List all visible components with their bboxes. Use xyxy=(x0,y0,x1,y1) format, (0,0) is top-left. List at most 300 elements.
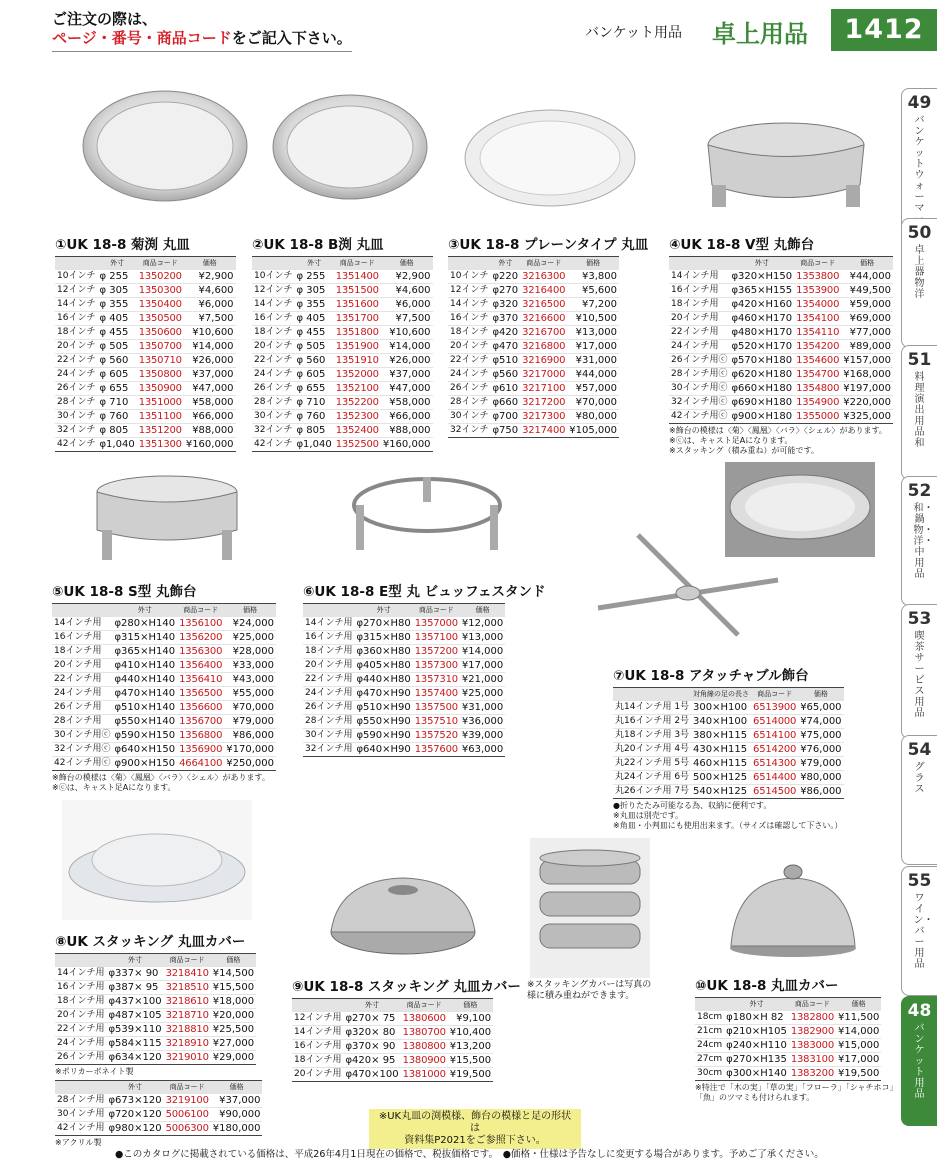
size-label: 18cm xyxy=(695,1011,724,1025)
price: ¥13,200 xyxy=(449,1041,492,1052)
price: ¥79,000 xyxy=(800,758,842,769)
dimension: φ 760 xyxy=(294,410,333,424)
size-label: 20インチ xyxy=(55,340,97,354)
tab-55[interactable] xyxy=(901,866,937,996)
product-code: 1354110 xyxy=(796,327,840,338)
size-label: 丸26インチ用 7号 xyxy=(613,785,691,799)
dimension: φ584×115 xyxy=(108,1038,162,1049)
price: ¥17,000 xyxy=(567,340,619,354)
price: ¥37,000 xyxy=(211,1094,263,1108)
dimension: φ220 xyxy=(492,271,519,282)
dimension: φ 355 xyxy=(97,298,136,312)
order-note xyxy=(52,10,352,48)
product-code: 1380600 xyxy=(402,1013,446,1024)
dimension: φ420× 95 xyxy=(343,1054,400,1068)
size-label: 14インチ用 xyxy=(669,270,729,284)
size-label: 28インチ用 xyxy=(303,715,354,729)
product-6-table xyxy=(303,603,505,757)
tab-label: 和・鍋物・洋・中用品 xyxy=(913,503,934,580)
product-code: 1354100 xyxy=(796,313,840,324)
product-code: 3216900 xyxy=(522,355,566,366)
polycarbonate-cover-photo xyxy=(62,800,252,920)
product-code: 1350700 xyxy=(138,341,182,352)
dimension: φ320× 80 xyxy=(343,1026,400,1040)
size-label: 30インチ xyxy=(448,410,490,424)
product-code: 1357500 xyxy=(414,702,458,713)
col-code: 商品コード xyxy=(520,257,567,270)
header-divider xyxy=(52,51,352,52)
price: ¥6,000 xyxy=(381,298,433,312)
product-code: 1356900 xyxy=(179,744,223,755)
product-code: 1380900 xyxy=(402,1055,446,1066)
col-code: 商品コード xyxy=(177,604,224,617)
tab-52[interactable] xyxy=(901,476,937,606)
order-note-line1: ご注文の際は、 xyxy=(52,10,158,28)
dimension: φ700 xyxy=(492,411,519,422)
size-label: 18インチ xyxy=(252,326,294,340)
size-label: 12インチ xyxy=(448,284,490,298)
price: ¥168,000 xyxy=(843,369,891,380)
price: ¥37,000 xyxy=(381,368,433,382)
note: 資料集P2021をご参照下さい。 xyxy=(404,1135,546,1146)
size-label: 26インチ用 xyxy=(52,701,112,715)
dimension: φ900×H180 xyxy=(731,411,793,422)
product-code: 1383000 xyxy=(790,1040,834,1051)
dimension: φ590×H150 xyxy=(114,730,176,741)
table-row xyxy=(252,368,433,382)
dimension: φ510×H90 xyxy=(356,702,411,713)
price: ¥69,000 xyxy=(841,312,893,326)
page-number: 1412 xyxy=(831,9,937,51)
dimension: φ 605 xyxy=(294,368,333,382)
price: ¥15,500 xyxy=(212,982,255,993)
product-code: 1356400 xyxy=(179,660,223,671)
size-label: 16インチ用 xyxy=(52,631,112,645)
dimension: φ 805 xyxy=(97,424,136,438)
table-row xyxy=(448,368,619,382)
dimension: φ1,040 xyxy=(99,439,135,450)
product-6 xyxy=(303,580,545,757)
product-10-table xyxy=(695,997,881,1081)
tab-54[interactable] xyxy=(901,735,937,865)
product-10-notes xyxy=(695,1083,898,1103)
price: ¥75,000 xyxy=(800,730,842,741)
price: ¥25,000 xyxy=(461,688,504,699)
price: ¥29,000 xyxy=(212,1052,255,1063)
dimension: φ320×H150 xyxy=(731,271,793,282)
note: ※UK丸皿の渕模様、飾台の模様と足の形状は xyxy=(378,1111,572,1134)
product-8-table-acrylic xyxy=(55,1080,262,1136)
product-8 xyxy=(55,930,262,1148)
product-5 xyxy=(52,580,276,793)
product-8-note-a: ※ポリカーボネイト製 xyxy=(55,1067,134,1076)
table-row xyxy=(252,270,433,284)
footer-disclaimer: ●このカタログに掲載されている価格は、平成26年4月1日現在の価格で、税抜価格です。 ●価格・仕様は予告なしに変更する場合があります。予めご了承ください。 xyxy=(115,1149,824,1160)
dimension: 300×H100 xyxy=(691,701,751,715)
price: ¥28,000 xyxy=(224,645,276,659)
product-3-title: ③UK 18-8 プレーンタイプ 丸皿 xyxy=(448,237,649,253)
product-code: 1357600 xyxy=(414,744,458,755)
product-code: 3216600 xyxy=(522,313,566,324)
product-code: 3217300 xyxy=(522,411,566,422)
size-label: 18インチ xyxy=(448,326,490,340)
product-4-title: ④UK 18-8 V型 丸飾台 xyxy=(669,237,815,253)
price: ¥49,500 xyxy=(841,284,893,298)
note: 「魚」のツマミも付けられます。 xyxy=(695,1093,815,1102)
tab-51[interactable] xyxy=(901,345,937,480)
dimension: φ320 xyxy=(492,299,519,310)
col-size: 外寸 xyxy=(724,998,789,1011)
tab-label: バンケット用品 xyxy=(914,1023,925,1100)
dimension: φ270×H80 xyxy=(356,618,411,629)
size-label: 26インチ xyxy=(448,382,490,396)
price: ¥66,000 xyxy=(381,410,433,424)
table-row xyxy=(303,687,505,701)
tab-number: 51 xyxy=(907,350,932,370)
price: ¥220,000 xyxy=(843,397,891,408)
table-row xyxy=(52,729,276,743)
product-code: 1351700 xyxy=(335,313,379,324)
dimension: 500×H125 xyxy=(691,771,751,785)
col-size: 外寸 xyxy=(354,604,412,617)
product-8-title: ⑧UK スタッキング 丸皿カバー xyxy=(55,934,246,950)
product-code: 3216300 xyxy=(522,271,566,282)
size-label: 18インチ用 xyxy=(669,298,729,312)
dimension: φ470 xyxy=(492,341,519,352)
dimension: φ 560 xyxy=(294,354,333,368)
product-code: 1357000 xyxy=(414,618,458,629)
size-label: 28インチ用 xyxy=(55,1094,106,1108)
size-label: 10インチ xyxy=(252,270,294,284)
table-row xyxy=(252,326,433,340)
price: ¥74,000 xyxy=(800,716,842,727)
tab-number: 50 xyxy=(907,223,932,243)
col-price: 価格 xyxy=(211,1081,263,1094)
product-code: 1357520 xyxy=(414,730,458,741)
table-row xyxy=(669,284,893,298)
size-label: 20インチ用 xyxy=(52,659,112,673)
size-label: 16インチ用 xyxy=(292,1040,343,1054)
table-row xyxy=(252,396,433,410)
product-2 xyxy=(252,233,433,452)
price: ¥47,000 xyxy=(381,382,433,396)
size-label: 30インチ xyxy=(252,410,294,424)
size-label: 丸24インチ用 6号 xyxy=(613,771,691,785)
size-label: 14インチ xyxy=(55,298,97,312)
price: ¥325,000 xyxy=(843,411,891,422)
table-row xyxy=(669,368,893,382)
size-label: 22インチ xyxy=(55,354,97,368)
table-row xyxy=(613,715,844,729)
table-row xyxy=(55,995,256,1009)
tab-53[interactable] xyxy=(901,604,937,739)
col-code: 商品コード xyxy=(137,257,184,270)
product-code: 3218510 xyxy=(165,982,209,993)
product-code: 6514100 xyxy=(753,730,797,741)
size-label: 10インチ xyxy=(55,270,97,284)
price: ¥58,000 xyxy=(381,396,433,410)
dome-cover-illustration xyxy=(728,860,858,960)
table-row xyxy=(292,1026,493,1040)
size-label: 22インチ xyxy=(448,354,490,368)
size-label: 20インチ用 xyxy=(292,1068,343,1082)
e-type-stand-illustration xyxy=(350,465,505,565)
tab-49[interactable] xyxy=(901,88,937,238)
stacking-cover-illustration xyxy=(328,870,478,960)
table-row xyxy=(292,1068,493,1082)
product-code: 1352500 xyxy=(335,439,379,450)
size-label: 26インチ用 xyxy=(303,701,354,715)
size-label: 28インチ xyxy=(252,396,294,410)
price: ¥26,000 xyxy=(381,354,433,368)
col-size: 外寸 xyxy=(112,604,177,617)
size-label: 丸22インチ用 5号 xyxy=(613,757,691,771)
dimension: φ 505 xyxy=(294,340,333,354)
dimension: φ620×H180 xyxy=(731,369,793,380)
dimension: φ690×H180 xyxy=(731,397,793,408)
product-8-note-b: ※アクリル製 xyxy=(55,1138,102,1147)
note: ※ⓒは、キャスト足Aになります。 xyxy=(669,436,793,445)
dimension: φ980×120 xyxy=(108,1123,162,1134)
dimension: φ 255 xyxy=(97,270,136,284)
table-row xyxy=(52,743,276,757)
section-title: 卓上用品 xyxy=(712,20,808,48)
table-row xyxy=(252,424,433,438)
product-code: 3218710 xyxy=(165,1010,209,1021)
table-row xyxy=(669,410,893,424)
product-4 xyxy=(669,233,893,456)
product-code: 1357310 xyxy=(414,674,458,685)
dimension: φ370 xyxy=(492,313,519,324)
product-code: 1357300 xyxy=(414,660,458,671)
price: ¥86,000 xyxy=(224,729,276,743)
tab-number: 53 xyxy=(907,609,932,629)
product-code: 1351100 xyxy=(138,411,182,422)
price: ¥21,000 xyxy=(461,674,504,685)
product-code: 1352400 xyxy=(335,425,379,436)
dimension: φ270 xyxy=(492,285,519,296)
product-code: 1356700 xyxy=(179,716,223,727)
price: ¥47,000 xyxy=(184,382,236,396)
price: ¥4,600 xyxy=(184,284,236,298)
product-4-notes xyxy=(669,426,893,456)
product-1 xyxy=(55,233,236,452)
dimension: φ460×H170 xyxy=(731,313,793,324)
col-code: 商品コード xyxy=(789,998,836,1011)
price: ¥6,000 xyxy=(184,298,236,312)
price: ¥105,000 xyxy=(569,425,617,436)
table-row xyxy=(52,617,276,631)
price: ¥13,000 xyxy=(461,632,504,643)
note: ※丸皿は別売です。 xyxy=(613,811,684,820)
price: ¥80,000 xyxy=(800,772,842,783)
size-label: 32インチ用ⓒ xyxy=(52,743,112,757)
dimension: φ300×H140 xyxy=(726,1068,787,1079)
dimension: φ550×H140 xyxy=(114,716,176,727)
product-code: 3218810 xyxy=(165,1024,209,1035)
dimension: φ210×H105 xyxy=(726,1026,787,1037)
dimension: φ487×105 xyxy=(108,1010,162,1021)
size-label: 24インチ用 xyxy=(303,687,354,701)
size-label: 16インチ xyxy=(252,312,294,326)
price: ¥66,000 xyxy=(184,410,236,424)
size-label: 12インチ用 xyxy=(292,1012,343,1026)
size-label: 16インチ用 xyxy=(55,981,106,995)
dimension: φ440×H140 xyxy=(114,674,176,685)
product-code: 1353800 xyxy=(796,271,840,282)
size-label: 26インチ用 xyxy=(55,1051,106,1065)
table-row xyxy=(55,410,236,424)
product-8-table xyxy=(55,953,256,1065)
table-row xyxy=(303,631,505,645)
dimension: φ 305 xyxy=(97,284,136,298)
product-code: 1356500 xyxy=(179,688,223,699)
size-label: 14インチ用 xyxy=(292,1026,343,1040)
size-label: 32インチ xyxy=(448,424,490,438)
price: ¥31,000 xyxy=(461,702,504,713)
product-code: 1357400 xyxy=(414,688,458,699)
price: ¥44,000 xyxy=(841,270,893,284)
table-row xyxy=(448,298,619,312)
product-code: 1350400 xyxy=(138,299,182,310)
tab-label: 料理演出用品 和 xyxy=(914,372,925,449)
dimension: 380×H115 xyxy=(691,729,751,743)
dimension: φ510×H140 xyxy=(114,702,176,713)
size-label: 26インチ用ⓒ xyxy=(669,354,729,368)
dimension: φ315×H80 xyxy=(356,632,411,643)
col-diagonal: 対角線の足の長さ xyxy=(691,688,751,701)
size-label: 24インチ用 xyxy=(55,1037,106,1051)
product-code: 1356410 xyxy=(179,674,223,685)
size-label: 20インチ xyxy=(448,340,490,354)
product-code: 1351300 xyxy=(138,439,182,450)
table-row xyxy=(695,1025,881,1039)
size-label: 30インチ用ⓒ xyxy=(669,382,729,396)
tab-number: 49 xyxy=(907,93,932,113)
price: ¥65,000 xyxy=(800,702,842,713)
product-5-title: ⑤UK 18-8 S型 丸飾台 xyxy=(52,584,197,600)
table-row xyxy=(55,368,236,382)
table-row xyxy=(669,396,893,410)
table-row xyxy=(55,981,256,995)
product-3-table xyxy=(448,256,619,438)
dimension: φ420 xyxy=(492,327,519,338)
price: ¥25,500 xyxy=(212,1024,255,1035)
table-row xyxy=(669,326,893,340)
size-label: 24インチ xyxy=(252,368,294,382)
product-code: 6514400 xyxy=(753,772,797,783)
tab-label: グラス xyxy=(914,762,925,795)
size-label: 22インチ用 xyxy=(669,326,729,340)
size-label: 42インチ用ⓒ xyxy=(669,410,729,424)
tab-50[interactable] xyxy=(901,218,937,348)
price: ¥7,200 xyxy=(567,298,619,312)
product-5-notes xyxy=(52,773,276,793)
size-label: 30インチ用 xyxy=(303,729,354,743)
table-row xyxy=(303,659,505,673)
price: ¥80,000 xyxy=(567,410,619,424)
product-code: 1356300 xyxy=(179,646,223,657)
product-code: 1352300 xyxy=(335,411,379,422)
size-label: 18インチ用 xyxy=(55,995,106,1009)
product-code: 6514000 xyxy=(753,716,797,727)
dimension: φ 710 xyxy=(97,396,136,410)
price: ¥11,500 xyxy=(837,1012,880,1023)
size-label: 30インチ xyxy=(55,410,97,424)
order-note-highlight: ページ・番号・商品コード xyxy=(52,29,232,47)
dimension: 340×H100 xyxy=(691,715,751,729)
dimension: φ 505 xyxy=(97,340,136,354)
size-label: 18インチ用 xyxy=(292,1054,343,1068)
price: ¥39,000 xyxy=(461,730,504,741)
col-price: 価格 xyxy=(184,257,236,270)
plain-plate-illustration xyxy=(462,105,638,211)
product-code: 6513900 xyxy=(753,702,797,713)
dimension: φ634×120 xyxy=(108,1052,162,1063)
product-code: 1353900 xyxy=(796,285,840,296)
note: ※角皿・小判皿にも使用出来ます。（サイズは確認して下さい。） xyxy=(613,821,843,830)
product-code: 1383100 xyxy=(790,1054,834,1065)
table-row xyxy=(55,967,256,981)
tab-label: 卓上器物 洋 xyxy=(914,245,925,300)
note: ●折りたたみ可能なる為、収納に便利です。 xyxy=(613,801,772,810)
table-row xyxy=(52,701,276,715)
table-row xyxy=(55,1009,256,1023)
dimension: φ437×100 xyxy=(108,996,162,1007)
table-row xyxy=(448,382,619,396)
dimension: φ610 xyxy=(492,383,519,394)
table-row xyxy=(55,438,236,452)
table-row xyxy=(448,354,619,368)
tab-number: 54 xyxy=(907,740,932,760)
table-row xyxy=(303,743,505,757)
size-label: 18インチ用 xyxy=(52,645,112,659)
product-code: 1352100 xyxy=(335,383,379,394)
table-row xyxy=(55,354,236,368)
table-row xyxy=(52,673,276,687)
price: ¥88,000 xyxy=(184,424,236,438)
price: ¥70,000 xyxy=(224,701,276,715)
dimension: φ280×H140 xyxy=(114,618,176,629)
size-label: 14インチ用 xyxy=(55,967,106,981)
product-code: 1356100 xyxy=(179,618,223,629)
product-code: 1357100 xyxy=(414,632,458,643)
price: ¥7,500 xyxy=(184,312,236,326)
table-row xyxy=(55,284,236,298)
col-code: 商品コード xyxy=(751,688,798,701)
col-size: 外寸 xyxy=(294,257,333,270)
kikubuchi-plate-illustration xyxy=(80,88,250,206)
price: ¥70,000 xyxy=(567,396,619,410)
dimension: φ420×H160 xyxy=(731,299,793,310)
table-row xyxy=(448,396,619,410)
dimension: φ 710 xyxy=(294,396,333,410)
table-row xyxy=(252,284,433,298)
tab-number: 52 xyxy=(907,481,932,501)
tab-48-active[interactable] xyxy=(901,996,937,1126)
price: ¥160,000 xyxy=(382,439,431,450)
col-price: 価格 xyxy=(841,257,893,270)
product-2-title: ②UK 18-8 B渕 丸皿 xyxy=(252,237,384,253)
price: ¥44,000 xyxy=(567,368,619,382)
table-row xyxy=(303,673,505,687)
size-label: 12インチ xyxy=(55,284,97,298)
dimension: φ 805 xyxy=(294,424,333,438)
price: ¥13,000 xyxy=(567,326,619,340)
dimension: φ510 xyxy=(492,355,519,366)
tab-number: 48 xyxy=(907,1001,932,1021)
price: ¥79,000 xyxy=(224,715,276,729)
